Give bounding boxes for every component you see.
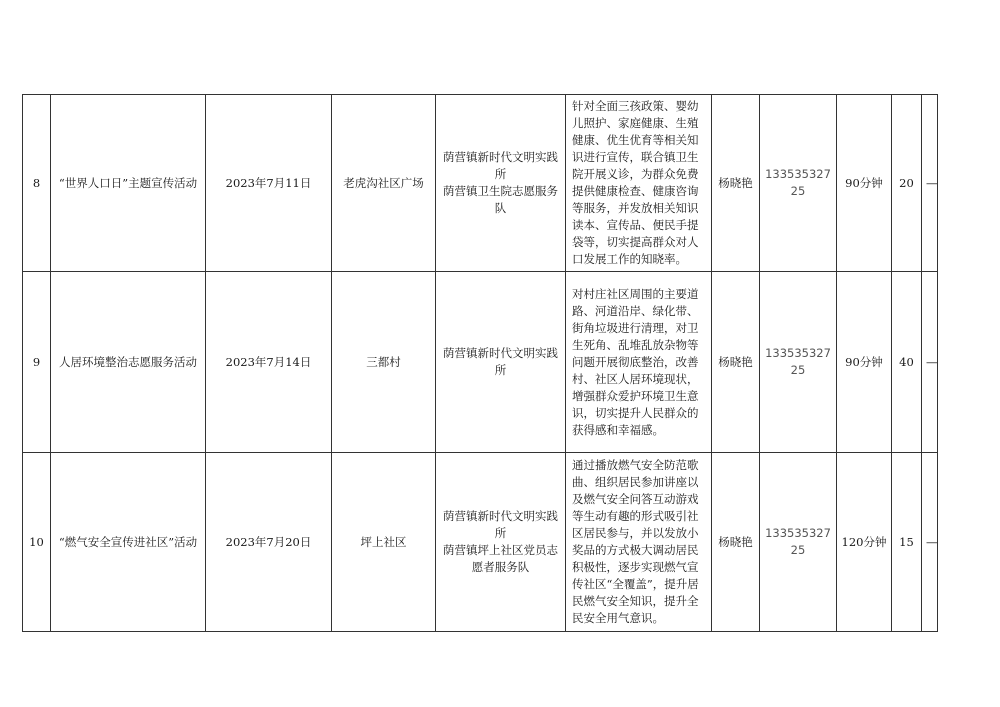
activity-date: 2023年7月14日 [206, 272, 332, 453]
activity-date: 2023年7月11日 [206, 95, 332, 272]
contact-person: 杨晓艳 [712, 272, 760, 453]
activity-date: 2023年7月20日 [206, 453, 332, 632]
row-number: 10 [23, 453, 51, 632]
contact-phone: 13353532725 [760, 95, 837, 272]
activity-table [22, 94, 938, 632]
remark: — [922, 453, 938, 632]
contact-person: 杨晓艳 [712, 453, 760, 632]
activity-duration: 90分钟 [837, 272, 892, 453]
activity-name: “世界人口日”主题宣传活动 [51, 95, 206, 272]
activity-content: 对村庄社区周围的主要道路、河道沿岸、绿化带、街角垃圾进行清理，对卫生死角、乱堆乱放杂物等问题开展彻底整治，改善村、社区人居环境现状，增强群众爱护环境卫生意识，切实提升人民群众的获得感和幸福感。 [566, 272, 712, 453]
table-row [23, 453, 938, 632]
row-number: 8 [23, 95, 51, 272]
organizer-line: 荫营镇坪上社区党员志愿者服务队 [443, 543, 558, 574]
remark: — [922, 272, 938, 453]
activity-name: “燃气安全宣传进社区”活动 [51, 453, 206, 632]
table-row [23, 272, 938, 453]
organizer-cell [436, 453, 566, 632]
activity-content: 通过播放燃气安全防范歌曲、组织居民参加讲座以及燃气安全问答互动游戏等生动有趣的形式吸引社区居民参与，并以发放小奖品的方式极大调动居民积极性，逐步实现燃气宣传社区“全覆盖”，提升居民燃气安全知识，提升全民安全用气意识。 [566, 453, 712, 632]
contact-phone: 13353532725 [760, 453, 837, 632]
activity-location: 坪上社区 [332, 453, 436, 632]
activity-name: 人居环境整治志愿服务活动 [51, 272, 206, 453]
organizer-line: 荫营镇新时代文明实践所 [443, 150, 558, 181]
activity-location: 老虎沟社区广场 [332, 95, 436, 272]
organizer-line: 荫营镇新时代文明实践所 [443, 346, 558, 377]
organizer-line: 荫营镇新时代文明实践所 [443, 509, 558, 540]
activity-duration: 90分钟 [837, 95, 892, 272]
contact-phone: 13353532725 [760, 272, 837, 453]
activity-location: 三都村 [332, 272, 436, 453]
participant-count: 15 [892, 453, 922, 632]
participant-count: 20 [892, 95, 922, 272]
organizer-cell [436, 272, 566, 453]
activity-content: 针对全面三孩政策、婴幼儿照护、家庭健康、生殖健康、优生优育等相关知识进行宣传，联合镇卫生院开展义诊，为群众免费提供健康检查、健康咨询等服务，并发放相关知识读本、宣传品、便民手提袋等，切实提高群众对人口发展工作的知晓率。 [566, 95, 712, 272]
activity-duration: 120分钟 [837, 453, 892, 632]
participant-count: 40 [892, 272, 922, 453]
contact-person: 杨晓艳 [712, 95, 760, 272]
organizer-cell [436, 95, 566, 272]
row-number: 9 [23, 272, 51, 453]
organizer-line: 荫营镇卫生院志愿服务队 [443, 184, 558, 215]
table-row [23, 95, 938, 272]
remark: — [922, 95, 938, 272]
